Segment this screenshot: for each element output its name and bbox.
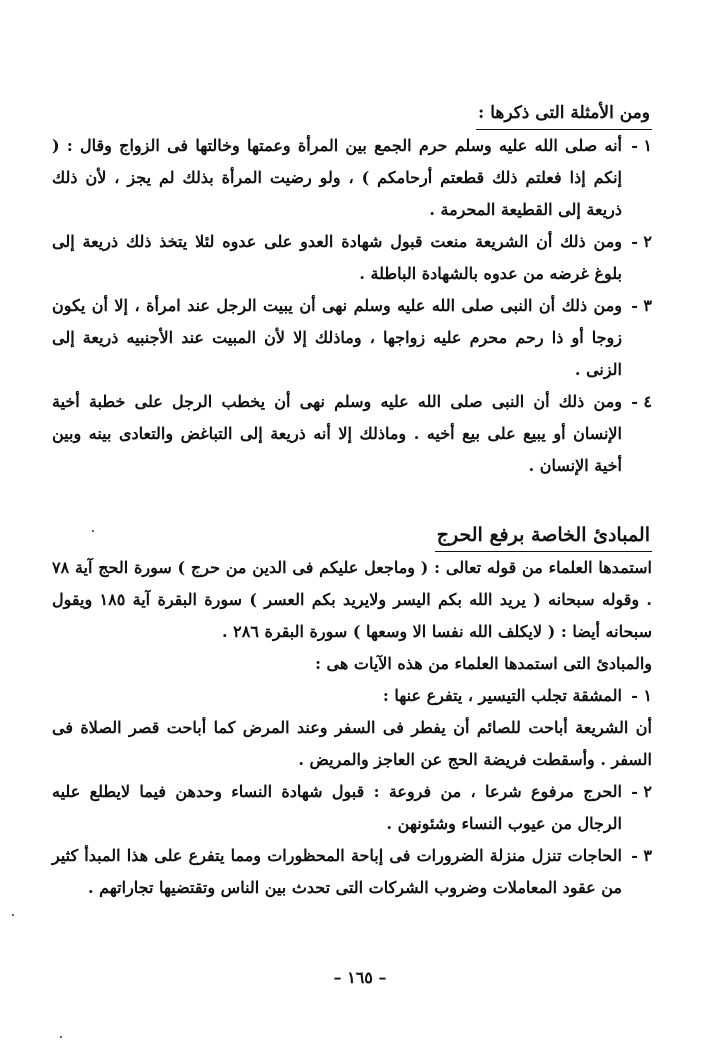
list-item [52,840,652,904]
section-examples [52,98,652,482]
item-text: المشقة تجلب التيسير ، يتفرع عنها : [382,686,622,705]
item-text: أنه صلى الله عليه وسلم حرم الجمع بين المرأة وعمتها وخالتها فى الزواج وقال : ( إنكم إذا فعلتم ذلك قطعتم أرحامكم ) ، ولو رضيت المرأة بذلك لم يجز ، لأن ذلك ذريعة إلى القطيعة المحرمة . [52,136,622,219]
item-number: ١ - [622,130,652,226]
item-number: ٣ - [622,290,652,386]
list-item [52,680,652,712]
section-principles [52,482,652,904]
item-number: ٤ - [622,386,652,482]
scan-speck [60,1036,62,1038]
item-text: ومن ذلك أن النبى صلى الله عليه وسلم نهى أن يخطب الرجل على خطبة أخية الإنسان أو يبيع على بيع أخيه . وماذلك إلا أنه ذريعة إلى التباغض والتعادى بينه وبين أخية الإنسان . [52,392,622,475]
item-number: ٢ - [622,776,652,840]
list-item [52,776,652,840]
section-heading-principles: المبادئ الخاصة برفع الحرج [435,520,652,552]
list-item [52,386,652,482]
item-number: ٢ - [622,226,652,290]
list-item [52,290,652,386]
list-item [52,130,652,226]
intro-paragraph-2: والمبادئ التى استمدها العلماء من هذه الآيات هى : [315,654,652,673]
scan-speck [12,914,14,916]
item-number: ٣ - [622,840,652,904]
item-text: ومن ذلك أن الشريعة منعت قبول شهادة العدو على عدوه لئلا يتخذ ذلك ذريعة إلى بلوغ غرضه من عدوه بالشهادة الباطلة . [52,232,622,283]
item-detail-paragraph: أن الشريعة أباحت للصائم أن يفطر فى السفر وعند المرض كما أباحت قصر الصلاة فى السفر . وأسقطت فريضة الحج عن العاجز والمريض . [52,718,652,769]
page-number: – ١٦٥ – [333,968,387,987]
list-item [52,226,652,290]
scan-speck [92,530,94,532]
item-text: الحرج مرفوع شرعا ، من فروعة : قبول شهادة النساء وحدهن فيما لايطلع عليه الرجال من عيوب النساء وشئونهن . [52,782,622,833]
item-text: ومن ذلك أن النبى صلى الله عليه وسلم نهى أن يبيت الرجل عند امرأة ، إلا أن يكون زوجا أو ذا رحم محرم عليه زواجها ، وماذلك إلا لأن المبيت عند الأجنبيه ذريعة إلى الزنى . [52,296,623,379]
item-number: ١ - [622,680,652,712]
section-heading-examples: ومن الأمثلة التى ذكرها : [476,98,652,130]
item-text: الحاجات تنزل منزلة الضرورات فى إباحة المحظورات ومما يتفرع على هذا المبدأ كثير من عقود المعاملات وضروب الشركات التى تحدث بين الناس وتقتضيها تجاراتهم . [52,846,622,897]
intro-paragraph: استمدها العلماء من قوله تعالى : ( وماجعل عليكم فى الدين من حرج ) سورة الحج آية ٧٨ . وقوله سبحانه ( يريد الله بكم اليسر ولايريد بكم العسر ) سورة البقرة آية ١٨٥ ويقول سبحانه أيضا : ( لايكلف الله نفسا الا وسعها ) سورة البقرة ٢٨٦ . [52,558,653,641]
page-content [52,92,652,904]
